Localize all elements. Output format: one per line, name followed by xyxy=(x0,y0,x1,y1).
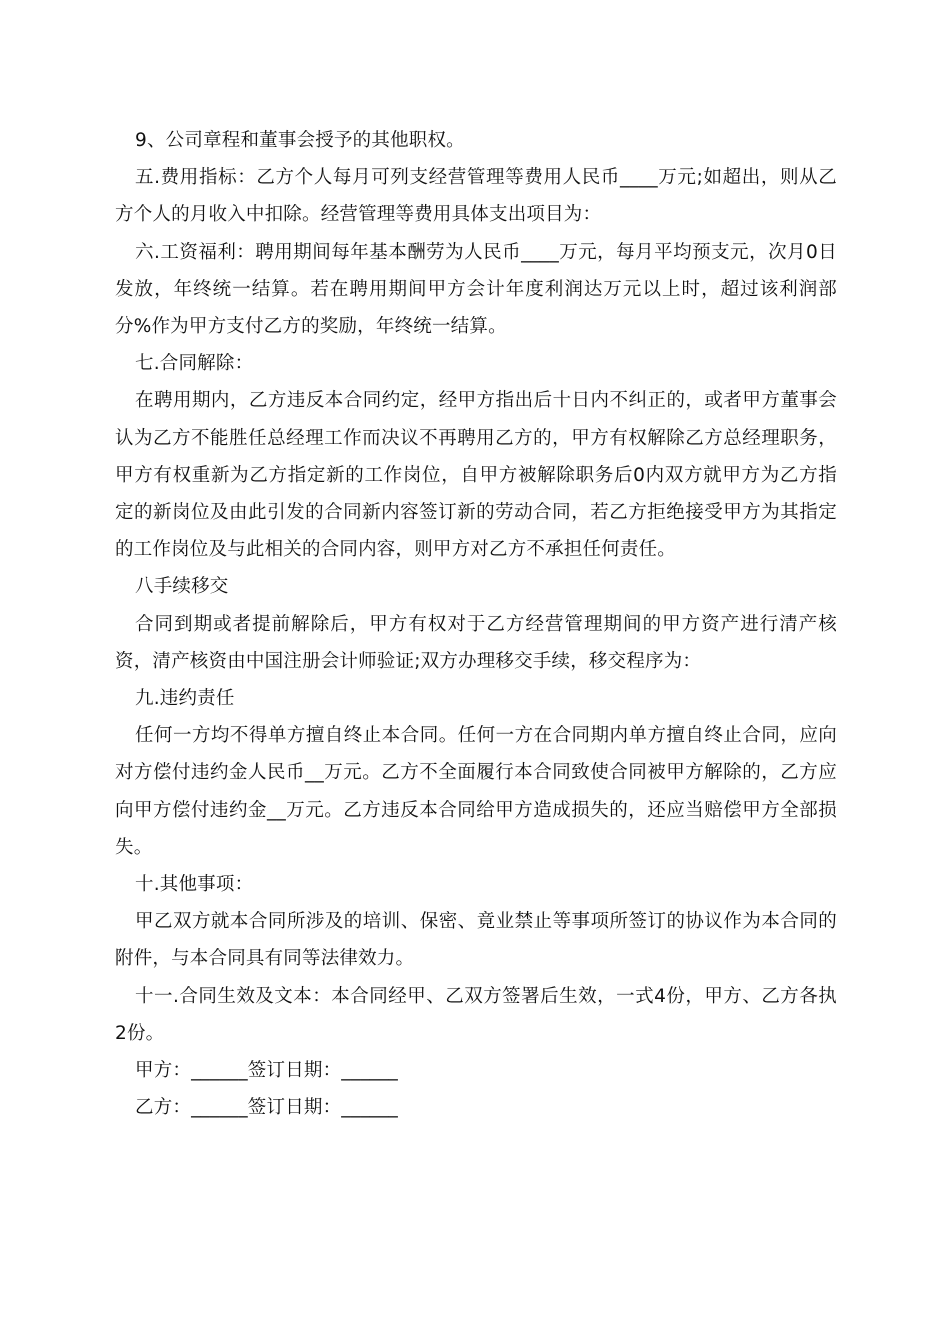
heading-other-matters: 十.其他事项： xyxy=(135,874,254,896)
signature-line-party-b: 乙方：______签订日期：______ xyxy=(135,1097,399,1119)
document-body xyxy=(115,122,837,1126)
clause-effectiveness-copies: 十一.合同生效及文本：本合同经甲、乙双方签署后生效，一式4份，甲方、乙方各执2份。 xyxy=(115,985,837,1044)
paragraph-termination-terms: 在聘用期内，乙方违反本合同约定，经甲方指出后十日内不纠正的，或者甲方董事会认为乙方不能胜任总经理工作而决议不再聘用乙方的，甲方有权解除乙方总经理职务，甲方有权重新为乙方指定新的工作岗位，自甲方被解除职务后0内双方就甲方为乙方指定的新岗位及由此引发的合同新内容签订新的劳动合同，若乙方拒绝接受甲方为其指定的工作岗位及与此相关的合同内容，则甲方对乙方不承担任何责任。 xyxy=(115,390,837,561)
paragraph-breach-terms: 任何一方均不得单方擅自终止本合同。任何一方在合同期内单方擅自终止合同，应向对方偿付违约金人民币__万元。乙方不全面履行本合同致使合同被甲方解除的，乙方应向甲方偿付违约金__万元。乙方违反本合同给甲方造成损失的，还应当赔偿甲方全部损失。 xyxy=(115,725,837,858)
signature-line-party-a: 甲方：______签订日期：______ xyxy=(135,1060,399,1082)
clause-expense-indicator: 五.费用指标：乙方个人每月可列支经营管理等费用人民币____万元;如超出，则从乙方个人的月收入中扣除。经营管理等费用具体支出项目为： xyxy=(115,167,837,226)
paragraph-handover-terms: 合同到期或者提前解除后，甲方有权对于乙方经营管理期间的甲方资产进行清产核资，清产核资由中国注册会计师验证;双方办理移交手续，移交程序为： xyxy=(115,613,837,672)
heading-handover: 八手续移交 xyxy=(135,576,229,598)
heading-breach-liability: 九.违约责任 xyxy=(135,688,235,710)
heading-contract-termination: 七.合同解除： xyxy=(135,353,254,375)
clause-salary-benefits: 六.工资福利：聘用期间每年基本酬劳为人民币____万元，每月平均预支元，次月0日发放，年终统一结算。若在聘用期间甲方会计年度利润达万元以上时，超过该利润部分%作为甲方支付乙方的奖励，年终统一结算。 xyxy=(115,241,837,338)
clause-9-company-charter: 9、公司章程和董事会授予的其他职权。 xyxy=(135,130,465,151)
paragraph-other-matters: 甲乙双方就本合同所涉及的培训、保密、竟业禁止等事项所签订的协议作为本合同的附件，与本合同具有同等法律效力。 xyxy=(115,911,837,970)
